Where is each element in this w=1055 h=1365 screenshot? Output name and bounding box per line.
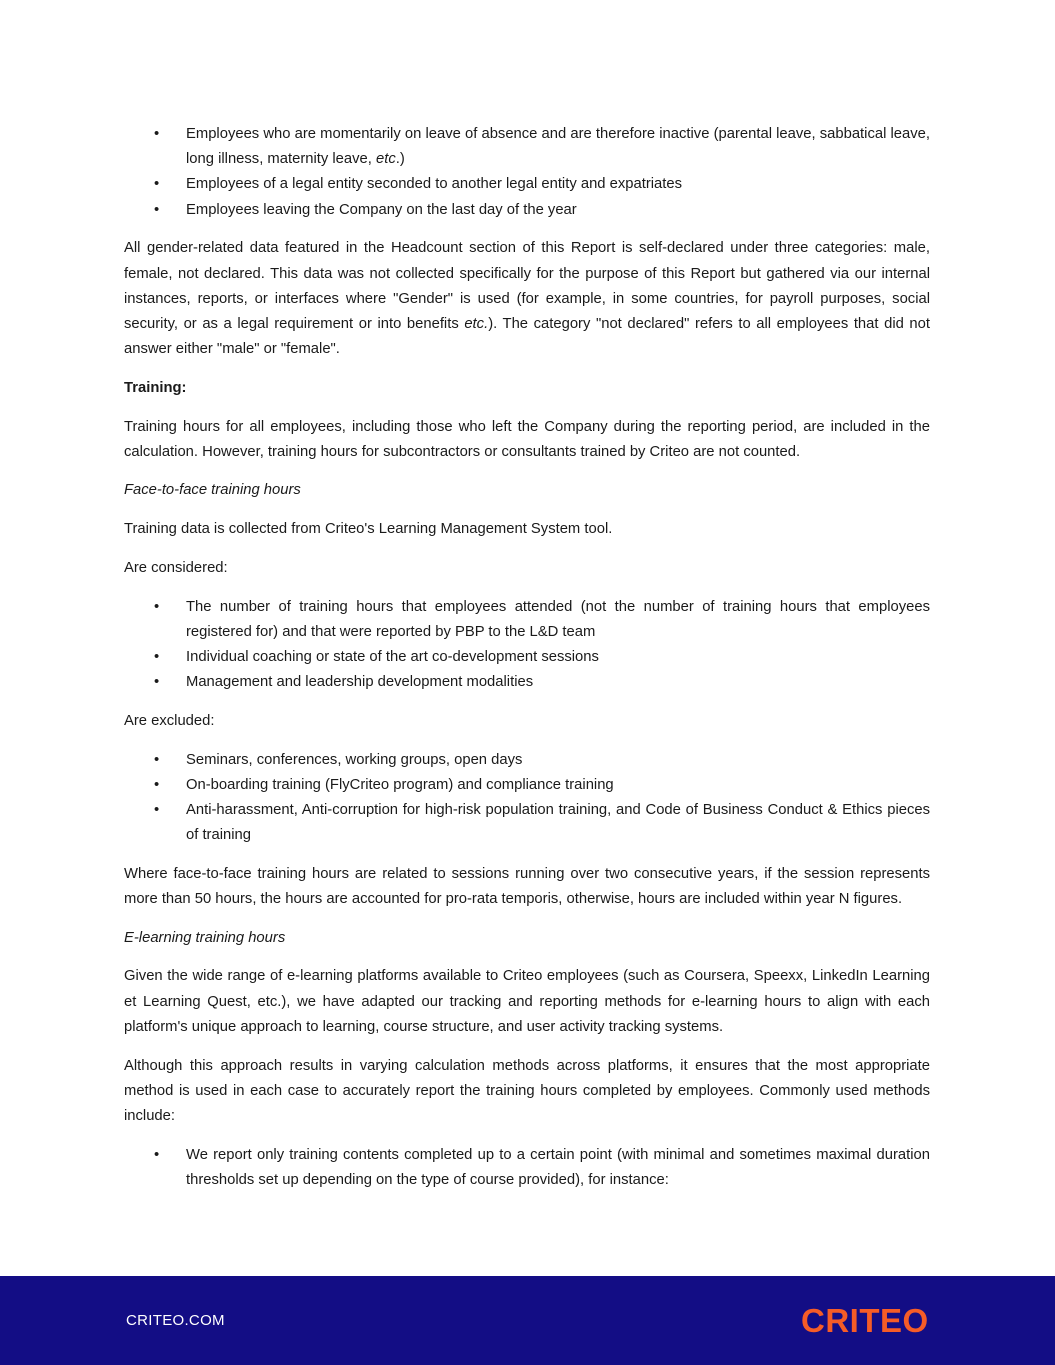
f2f-paragraph: Where face-to-face training hours are related to sessions running over two consecutive years, if the session represents more than 50 hours, the hours are accounted for pro-rata temporis, otherwise, hours are included within year N figures. [124, 865, 930, 908]
excluded-list [124, 748, 930, 849]
leave-list [124, 122, 930, 223]
considered-label: Are considered: [124, 559, 228, 576]
list-item: • Management and leadership development modalities [124, 670, 930, 695]
gender-paragraph: All gender-related data featured in the Headcount section of this Report is self-declared under three categories: male, female, not declared. This data was not collected specifically for the purpose of this Report but gathered via our internal instances, reports, or interfaces where "Gender" is used (for example, in some countries, for payroll purposes, social security, or as a legal requirement or into benefits etc.). The category "not declared" refers to all employees that did not answer either "male" or "female". [124, 240, 930, 358]
f2f-source-paragraph: Training data is collected from Criteo's Learning Management System tool. [124, 521, 613, 538]
criteo-logo: CRITEO [801, 1302, 929, 1339]
bullet: • [154, 201, 160, 218]
bullet: • [154, 674, 160, 691]
bullet: • [154, 776, 160, 793]
bullet: • [154, 648, 160, 665]
elearning-paragraph-2: Although this approach results in varying calculation methods across platforms, it ensures that the most appropriate method is used in each case to accurately report the training hours completed by employees. Commonly used methods include: [124, 1057, 930, 1124]
list-item: • Seminars, conferences, working groups, open days [124, 748, 930, 773]
document-body [124, 122, 930, 1207]
bullet: • [154, 126, 160, 142]
considered-list [124, 595, 930, 696]
bullet: • [154, 598, 160, 615]
list-item: • Employees who are momentarily on leave of absence and are therefore inactive (parental leave, sabbatical leave, long illness, maternity leave, etc.) [124, 122, 930, 172]
training-paragraph: Training hours for all employees, including those who left the Company during the reporting period, are included in the calculation. However, training hours for subcontractors or consultants trained by Criteo are not counted. [124, 418, 930, 460]
bullet: • [154, 1146, 160, 1163]
list-item: • Employees of a legal entity seconded to another legal entity and expatriates [124, 172, 930, 197]
list-item: • Anti-harassment, Anti-corruption for high-risk population training, and Code of Business Conduct & Ethics pieces of training [124, 798, 930, 848]
list-item: • We report only training contents completed up to a certain point (with minimal and sometimes maximal duration thresholds set up depending on the type of course provided), for instance: [124, 1143, 930, 1193]
bullet: • [154, 176, 160, 193]
methods-list [124, 1143, 930, 1193]
bullet: • [154, 801, 160, 818]
elearning-paragraph-1: Given the wide range of e-learning platforms available to Criteo employees (such as Coursera, Speexx, LinkedIn Learning et Learning Quest, etc.), we have adapted our tracking and reporting methods for e-learning hours to align with each platform's unique approach to learning, course structure, and user activity tracking systems. [124, 968, 930, 1035]
list-item: • Employees leaving the Company on the last day of the year [124, 198, 930, 223]
f2f-heading: Face-to-face training hours [124, 482, 301, 499]
bullet: • [154, 751, 160, 768]
excluded-label: Are excluded: [124, 712, 215, 729]
list-item: • On-boarding training (FlyCriteo program) and compliance training [124, 773, 930, 798]
footer-bar [0, 1276, 1055, 1365]
list-item: • Individual coaching or state of the art co-development sessions [124, 645, 930, 670]
training-heading: Training: [124, 379, 187, 396]
footer-website-link[interactable]: CRITEO.COM [126, 1312, 225, 1329]
elearning-heading: E-learning training hours [124, 929, 286, 946]
list-item: • The number of training hours that employees attended (not the number of training hours that employees registered for) and that were reported by PBP to the L&D team [124, 595, 930, 645]
